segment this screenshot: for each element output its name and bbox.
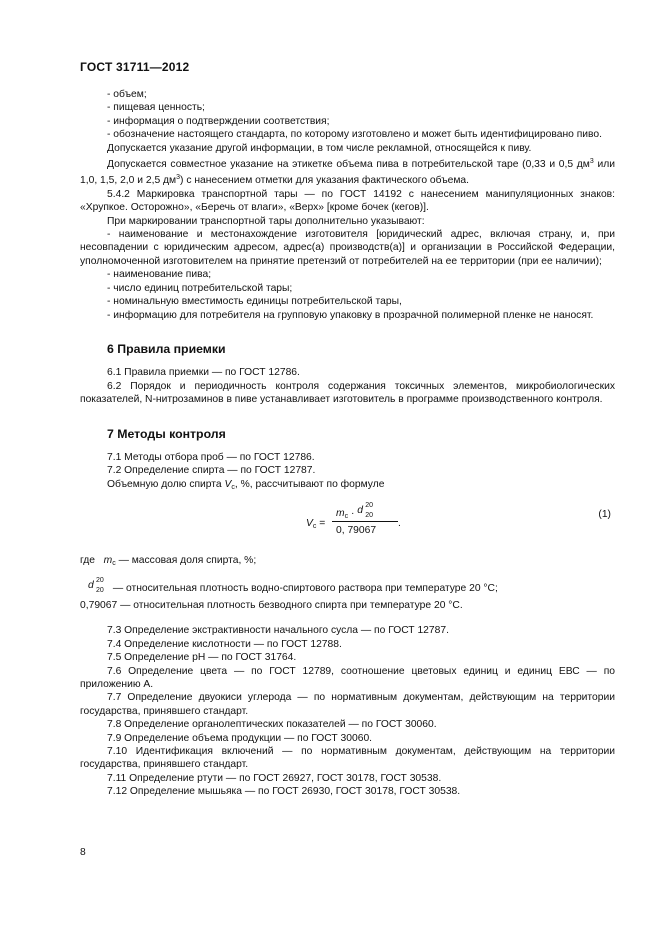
formula-d: d	[357, 505, 363, 517]
paragraph: 7.7 Определение двуокиси углерода — по нормативным документам, действующим на территории государства, принявшего стандарт.	[80, 692, 615, 717]
where-d-text: — относительная плотность водно-спиртового раствора при температуре 20 °С;	[110, 582, 498, 594]
list-item: - число единиц потребительской тары;	[107, 282, 293, 294]
formula-num-d	[357, 502, 379, 520]
formula-intro-v: V	[224, 478, 232, 490]
equation-number: (1)	[598, 509, 611, 521]
paragraph: 7.11 Определение ртути — по ГОСТ 26927, ГОСТ 30178, ГОСТ 30538.	[107, 772, 442, 784]
formula-1	[80, 504, 615, 550]
list-item: - номинальную вместимость единицы потребительской тары,	[107, 296, 402, 308]
where-d-sub: 20	[96, 586, 104, 594]
document-body	[80, 88, 615, 799]
paragraph: 7.1 Методы отбора проб — по ГОСТ 12786.	[107, 451, 315, 463]
formula-period: .	[398, 518, 401, 530]
volume-text-b: или 1,0, 1,5, 2,0 и 2,5 дм	[80, 159, 615, 187]
paragraph: 7.4 Определение кислотности — по ГОСТ 12788.	[107, 638, 342, 650]
formula-intro	[80, 478, 615, 494]
volume-text-a: Допускается совместное указание на этикетке объема пива в потребительской таре (0,33 и 0,5 дм	[107, 159, 590, 171]
formula-intro-b: , %, рассчитывают по формуле	[234, 478, 385, 490]
volume-text-c: ) с нанесением отметки для указания фактического объема.	[180, 175, 470, 187]
paragraph: 6.1 Правила приемки — по ГОСТ 12786.	[107, 367, 300, 379]
section-7-title: 7 Методы контроля	[107, 426, 226, 441]
formula-num-m-sub: c	[344, 513, 349, 521]
formula-lhs-sub: c	[312, 523, 317, 531]
paragraph: 7.10 Идентификация включений — по нормативным документам, действующим на территории государства, принявшего стандарт.	[80, 746, 615, 771]
list-item: - пищевая ценность;	[107, 102, 205, 114]
where-d-symbol	[88, 576, 110, 594]
section-6-title: 6 Правила приемки	[107, 341, 226, 356]
fraction-bar	[332, 521, 398, 522]
list-item: - информация о подтверждении соответствия;	[107, 115, 330, 127]
paragraph: 7.9 Определение объема продукции — по ГОСТ 30060.	[107, 732, 373, 744]
paragraph: При маркировании транспортной тары дополнительно указывают:	[107, 215, 425, 227]
where-m-symbol: m	[103, 555, 113, 567]
list-item: - наименование пива;	[107, 269, 212, 281]
formula-eq: =	[316, 518, 326, 530]
list-item: - объем;	[107, 89, 147, 100]
volume-sup-1: 3	[589, 158, 594, 166]
volume-sup-2: 3	[176, 174, 181, 182]
page-number: 8	[80, 847, 86, 858]
paragraph: 7.3 Определение экстрактивности начального сусла — по ГОСТ 12787.	[107, 625, 449, 637]
formula-intro-a: Объемную долю спирта	[107, 478, 225, 490]
where-label: где	[80, 555, 96, 567]
where-const: 0,79067 — относительная плотность безводного спирта при температуре 20 °С.	[80, 599, 463, 611]
where-d-sup: 20	[96, 576, 104, 584]
formula-intro-c: c	[231, 483, 235, 491]
paragraph: 7.5 Определение рН — по ГОСТ 31764.	[107, 652, 297, 664]
paragraph-volume	[80, 155, 615, 188]
where-m-text: — массовая доля спирта, %;	[115, 555, 257, 567]
paragraph: 7.8 Определение органолептических показателей — по ГОСТ 30060.	[107, 719, 437, 731]
formula-d-sub: 20	[365, 512, 374, 520]
formula-lhs-v: V	[306, 518, 313, 530]
paragraph: 7.6 Определение цвета — по ГОСТ 12789, соотношение цветовых единиц и единиц ЕВС — по приложению А.	[80, 665, 615, 690]
where-d	[80, 576, 615, 595]
paragraph: 7.2 Определение спирта — по ГОСТ 12787.	[107, 465, 316, 477]
paragraph: 7.12 Определение мышьяка — по ГОСТ 26930, ГОСТ 30178, ГОСТ 30538.	[107, 786, 461, 798]
where-m-sub: c	[112, 560, 116, 568]
formula-denominator: 0, 79067	[336, 525, 377, 537]
formula-d-sup: 20	[365, 502, 374, 510]
paragraph: 6.2 Порядок и периодичность контроля содержания токсичных элементов, микробиологических показателей, N-нитрозаминов в пиве устанавливает изготовитель в программе производственного контроля.	[80, 380, 615, 406]
list-item: - наименование и местонахождение изготовителя [юридический адрес, включая страну, и, при несовпадении с юридическим адресом, адрес(а) производств(а)] и организации в Российской Федерации, уполномоченной изготовителем на принятие претензий от потребителей на ее территории (при ее наличии);	[80, 229, 615, 267]
where-m	[80, 554, 615, 570]
formula-num-m: m	[336, 508, 345, 520]
formula-lhs	[306, 517, 325, 533]
where-d-letter: d	[88, 579, 94, 591]
paragraph: 5.4.2 Маркировка транспортной тары — по ГОСТ 14192 с нанесением манипуляционных знаков: «Хрупкое. Осторожно», «Беречь от влаги», «Верх» [кроме бочек (кегов)].	[80, 188, 615, 214]
paragraph: Допускается указание другой информации, в том числе рекламной, относящейся к пиву.	[107, 142, 532, 154]
formula-num-dot: ·	[348, 508, 358, 520]
list-item: - обозначение настоящего стандарта, по которому изготовлено и может быть идентифицировано пиво.	[107, 129, 602, 141]
document-header: ГОСТ 31711—2012	[80, 60, 190, 74]
list-item: - информацию для потребителя на групповую упаковку в прозрачной полимерной пленке не наносят.	[107, 309, 594, 321]
